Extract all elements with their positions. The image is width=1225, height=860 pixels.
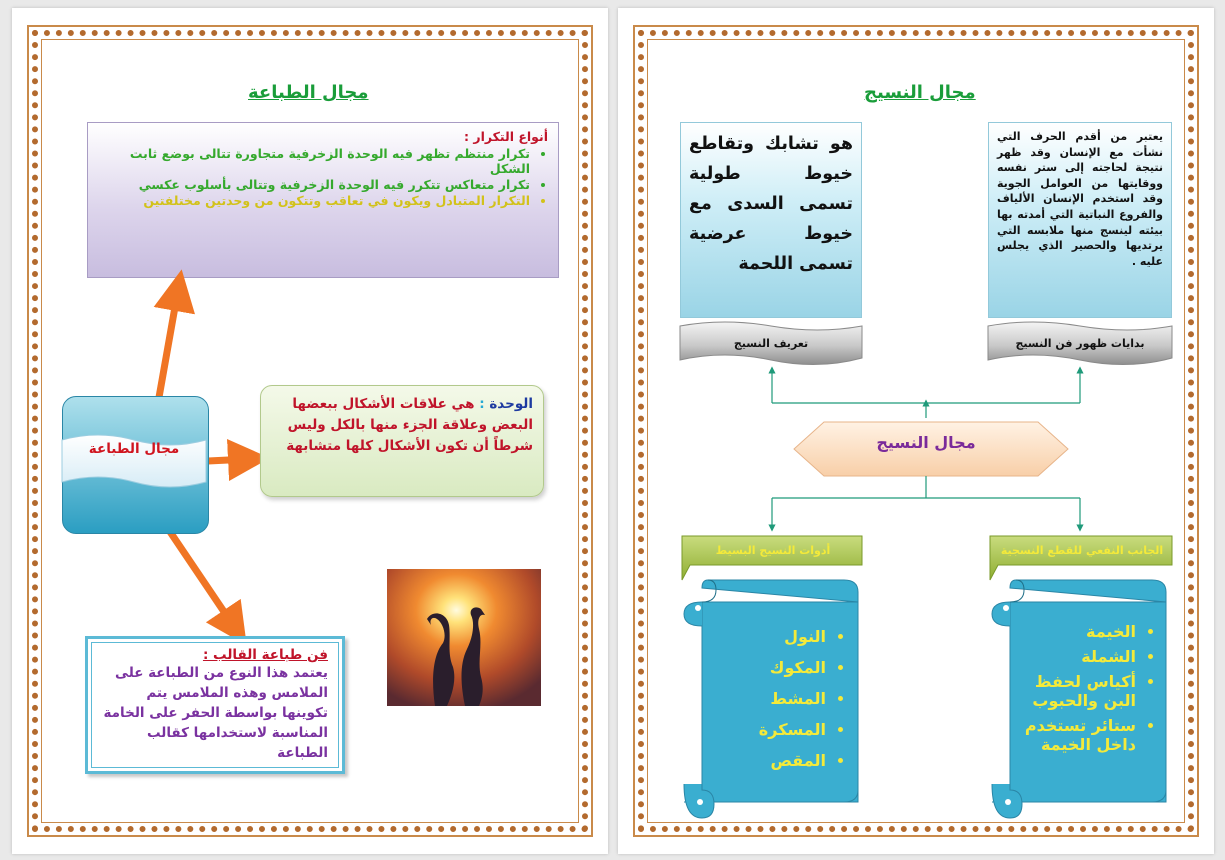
tools-list [718,626,848,781]
repetition-types-heading: أنواع التكرار : [464,129,548,144]
list-item: • ستائر تستخدم داخل الخيمة [1018,716,1136,754]
benefits-list [1018,622,1158,760]
banner-beginnings-label: بدايات ظهور فن النسيج [1015,337,1145,350]
arrow-right [208,459,249,461]
label-benefits: الجانب النفعي للقطع النسجية [1000,544,1164,557]
mold-printing-heading: فن طباعة القالب : [202,647,328,663]
list-item: • المكوك [718,657,826,679]
unit-label: الوحدة [489,396,533,412]
center-label: مجال النسيج [876,433,976,452]
list-item: • الشملة [1018,647,1136,666]
label-benefits-shape [990,536,1172,580]
center-label: مجال الطباعة [88,441,180,457]
list-item: • المقص [718,750,826,772]
banner-definition-label: تعريف النسيج [733,337,809,350]
left-page [12,8,608,854]
mold-printing-text: يعتمد هذا النوع من الطباعة على الملامس وهذه الملامس يتم تكوينها بواسطة الحفر على الخامة المناسبة لاستخدامها كقالب الطباعة [103,665,328,761]
page-title: مجال الطباعة [248,82,369,103]
mold-printing-box [85,636,345,774]
list-item: • الخيمة [1018,622,1136,641]
list-item: • النول [718,626,826,648]
unit-definition-box [260,385,544,497]
unit-colon: : [474,396,490,412]
list-item: • تكرار منتظم تظهر فيه الوحدة الزخرفية متجاورة تتالى بوضع ثابت الشكل [98,146,530,176]
list-item: • التكرار المتبادل ويكون في تعاقب وتتكون من وحدتين مختلفتين [98,193,530,208]
arrow-up [158,290,178,403]
list-item: • المسكرة [718,719,826,741]
page-title: مجال النسيج [864,82,976,103]
list-item: • أكياس لحفظ البن والحبوب [1018,672,1136,710]
weaving-definition-box: هو تشابك وتقاطع خيوط طولية تسمى السدى مع خيوط عرضية تسمى اللحمة [680,122,862,318]
sunset-birds-image [387,569,541,706]
unit-text: هي علاقات الأشكال ببعضها البعض وعلاقة الجزء منها بالكل وليس شرطاً أن تكون الأشكال كلها متشابهة [286,396,533,454]
right-page [618,8,1214,854]
label-tools: أدوات النسيج البسيط [715,544,831,557]
list-item: • المشط [718,688,826,710]
label-tools-shape [682,536,862,580]
weaving-beginnings-box: يعتبر من أقدم الحرف التي نشأت مع الإنسان وقد ظهر نتيجة لحاجته إلى ستر نفسه ووقايتها من العوامل الجوية وقد استخدم الإنسان الألياف والفروع النباتية التي أمدته بها بيئته لينسج منها ملابسه التي يرتديها والحصير الذي يجلس عليه . [988,122,1172,318]
list-item: • تكرار متعاكس تتكرر فيه الوحدة الزخرفية وتتالى بأسلوب عكسي [98,177,530,192]
